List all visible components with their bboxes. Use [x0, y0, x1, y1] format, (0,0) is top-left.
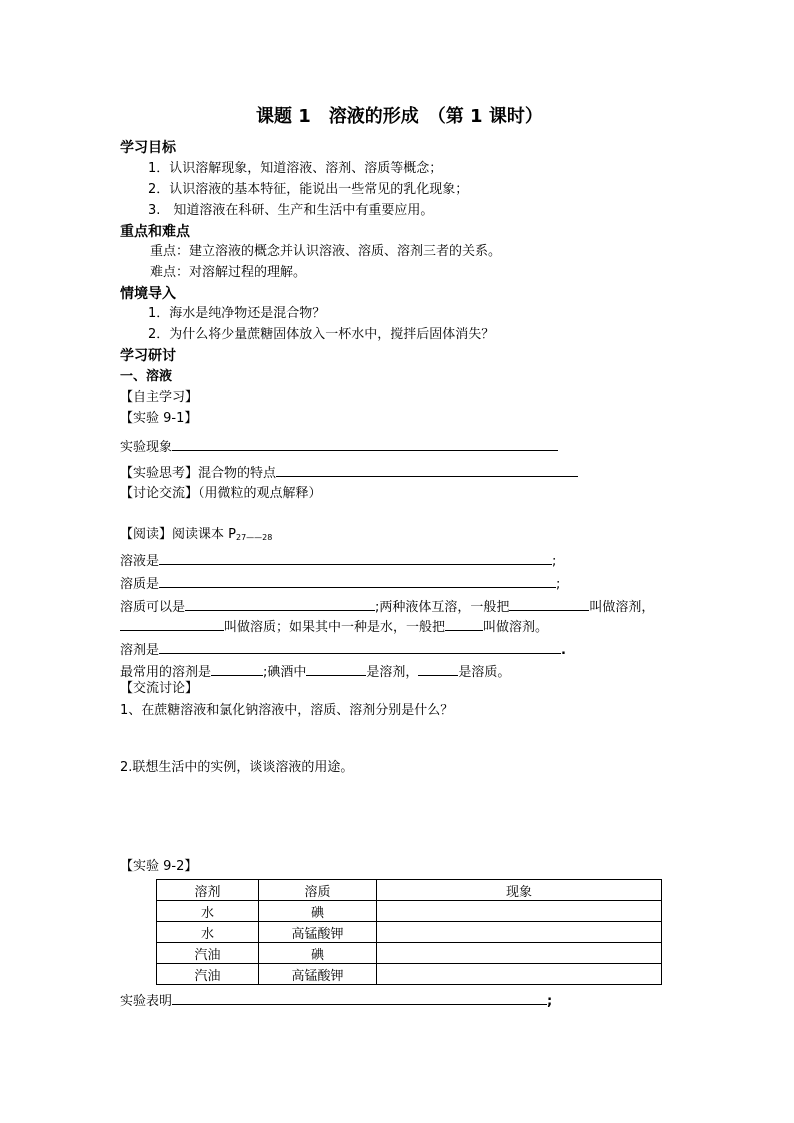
- cell-solvent: 汽油: [157, 964, 259, 985]
- header-solvent: 溶剂: [157, 880, 259, 901]
- solution-def-label: 溶液是: [120, 554, 160, 569]
- reading-label: 【阅读】阅读课本 P: [120, 527, 236, 542]
- self-study-label: 【自主学习】: [120, 390, 199, 405]
- called-solvent2-text: 叫做溶剂。: [483, 620, 549, 635]
- solute-def-label: 溶质是: [120, 577, 160, 592]
- reading-pages: 27——28: [235, 533, 273, 542]
- key-point-difficulty: 难点：对溶解过程的理解。: [150, 265, 307, 280]
- cell-phenomenon[interactable]: [377, 901, 662, 922]
- header-solute: 溶质: [259, 880, 377, 901]
- reading-row: [120, 528, 272, 543]
- mixture-traits-blank[interactable]: [276, 463, 578, 477]
- solvent-def-blank[interactable]: [159, 640, 561, 654]
- solute-types-blank[interactable]: [185, 597, 375, 611]
- intro-question-1: 1．海水是纯净物还是混合物？: [148, 306, 326, 321]
- exchange-question-1: 1、在蔗糖溶液和氯化钠溶液中，溶质、溶剂分别是什么？: [120, 703, 454, 718]
- cell-solute: 高锰酸钾: [259, 964, 377, 985]
- objective-item-1: 1．认识溶解现象，知道溶液、溶剂、溶质等概念；: [148, 161, 443, 176]
- water-blank[interactable]: [445, 617, 483, 631]
- solute-def-row: [120, 574, 560, 593]
- cell-solute: 碘: [259, 943, 377, 964]
- cell-solute: 碘: [259, 901, 377, 922]
- cell-solute: 高锰酸钾: [259, 922, 377, 943]
- tincture-solvent-blank[interactable]: [306, 662, 366, 676]
- solvent-def-row: [120, 640, 566, 659]
- thinking-row: [120, 463, 578, 482]
- table-header-row: [157, 880, 662, 901]
- solution-def-row: [120, 551, 556, 570]
- phenomenon-blank[interactable]: [172, 437, 558, 451]
- key-points-heading: 重点和难点: [120, 224, 190, 240]
- table-row: [157, 922, 662, 943]
- exchange-heading: 【交流讨论】: [120, 681, 199, 696]
- tincture-solute-blank[interactable]: [418, 662, 458, 676]
- page-title: 课题 1 溶液的形成 （第 1 课时）: [256, 106, 543, 127]
- cell-solvent: 汽油: [157, 943, 259, 964]
- table-row: [157, 964, 662, 985]
- called-solute-text: 叫做溶质；如果其中一种是水，一般把: [224, 620, 446, 635]
- period: .: [561, 643, 566, 658]
- experiment-9-2-label: 【实验 9-2】: [120, 859, 198, 874]
- objectives-heading: 学习目标: [120, 140, 176, 156]
- two-liquids-text: ;两种液体互溶，一般把: [375, 600, 510, 615]
- cell-phenomenon[interactable]: [377, 964, 662, 985]
- conclusion-row: [120, 991, 552, 1010]
- semicolon: ;: [556, 577, 561, 592]
- iodine-tincture-text: ;碘酒中: [263, 665, 307, 680]
- conclusion-end: ;: [547, 994, 553, 1009]
- thinking-label: 【实验思考】混合物的特点: [120, 466, 277, 481]
- table-row: [157, 943, 662, 964]
- solvent-liquid-blank[interactable]: [509, 597, 589, 611]
- conclusion-label: 实验表明: [120, 994, 173, 1009]
- solute-def-blank[interactable]: [159, 574, 556, 588]
- cell-solvent: 水: [157, 922, 259, 943]
- study-heading: 学习研讨: [120, 348, 176, 364]
- experiment-9-1-label: 【实验 9-1】: [120, 411, 198, 426]
- solution-def-blank[interactable]: [159, 551, 552, 565]
- most-common-label: 最常用的溶剂是: [120, 665, 212, 680]
- phenomenon-label: 实验现象: [120, 440, 173, 455]
- intro-heading: 情境导入: [120, 286, 176, 302]
- is-solute-text: 是溶质。: [458, 665, 511, 680]
- is-solvent-text: 是溶剂，: [366, 665, 419, 680]
- solute-can-be-label: 溶质可以是: [120, 600, 186, 615]
- phenomenon-row: [120, 437, 558, 456]
- semicolon: ;: [552, 554, 557, 569]
- solute-types-row: [120, 597, 654, 616]
- section-solution-heading: 一、溶液: [120, 369, 173, 384]
- table-row: [157, 901, 662, 922]
- header-phenomenon: 现象: [377, 880, 662, 901]
- solute-liquid-blank[interactable]: [120, 617, 224, 631]
- objective-item-3: 3. 知道溶液在科研、生产和生活中有重要应用。: [148, 203, 434, 218]
- solvent-def-label: 溶剂是: [120, 643, 160, 658]
- called-solvent-text: 叫做溶剂，: [589, 600, 655, 615]
- intro-question-2: 2．为什么将少量蔗糖固体放入一杯水中，搅拌后固体消失？: [148, 327, 495, 342]
- solute-liquid-row: [120, 617, 548, 636]
- most-common-blank[interactable]: [211, 662, 263, 676]
- common-solvent-row: [120, 662, 510, 681]
- cell-solvent: 水: [157, 901, 259, 922]
- experiment-9-2-table: [156, 879, 662, 985]
- conclusion-blank[interactable]: [172, 991, 547, 1005]
- cell-phenomenon[interactable]: [377, 922, 662, 943]
- key-point-focus: 重点：建立溶液的概念并认识溶液、溶质、溶剂三者的关系。: [150, 244, 502, 259]
- cell-phenomenon[interactable]: [377, 943, 662, 964]
- discussion-label: 【讨论交流】（用微粒的观点解释）: [120, 486, 322, 501]
- exchange-question-2: 2.联想生活中的实例，谈谈溶液的用途。: [120, 760, 354, 775]
- objective-item-2: 2．认识溶液的基本特征，能说出一些常见的乳化现象；: [148, 182, 469, 197]
